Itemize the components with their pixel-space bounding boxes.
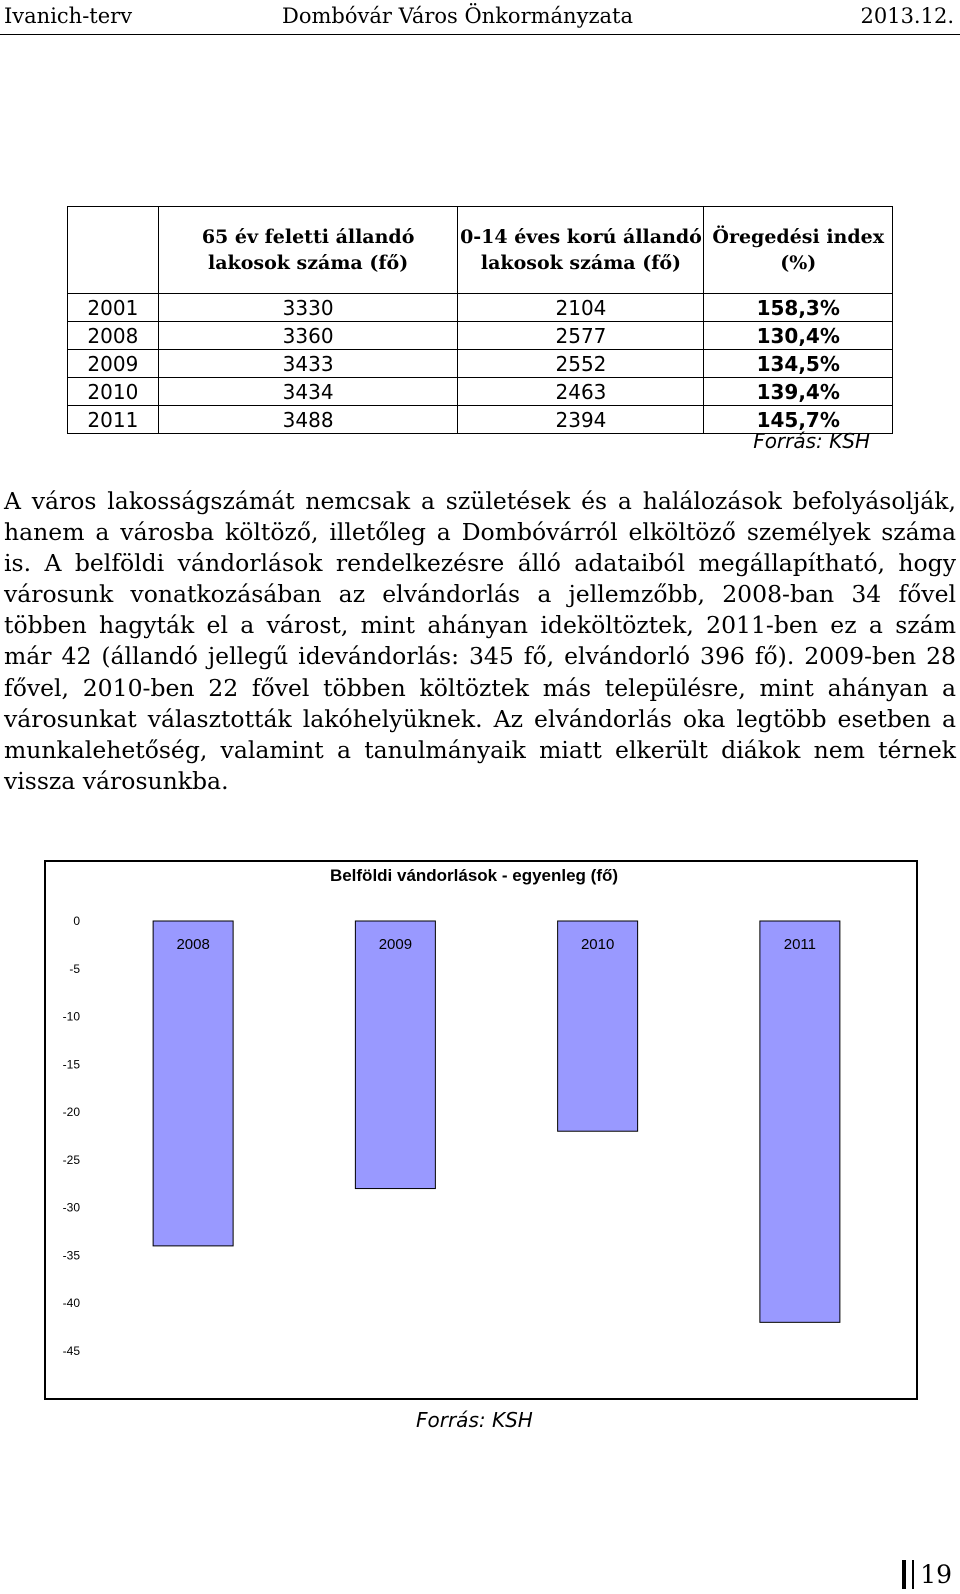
table-cell-year: 2008 [68, 322, 159, 350]
table-cell-under14: 2394 [458, 406, 704, 434]
body-paragraph: A város lakosságszámát nemcsak a születések és a halálozások befolyásolják, hanem a városba költöző, illetőleg a Dombóvárról elköltöző személyek száma is. A belföldi vándorlások rendelkezésre álló adataiból megállapítható, hogy városunk vonatkozásában az elvándorlás a jellemzőbb, 2008-ban 34 fővel többen hagyták el a várost, mint ahányan ideköltöztek, 2011-ben ez a szám már 42 (állandó jellegű idevándorlás: 345 fő, elvándorló 396 fő). 2009-ben 28 fővel, 2010-ben 22 fővel többen költöztek más településre, mint ahányan a városunkat választották lakóhelyüknek. Az elvándorlás oka legtöbb esetben a munkalehetőség, valamint a tanulmányaik miatt elkerült diákok nem térnek vissza városunkba. [4, 487, 956, 795]
table-cell-over65: 3330 [158, 294, 458, 322]
y-tick-label: 0 [73, 914, 80, 928]
y-tick-label: -45 [62, 1344, 80, 1358]
y-tick-label: -10 [62, 1009, 80, 1024]
y-tick-label: -15 [62, 1057, 80, 1072]
bar-category-label: 2009 [378, 936, 413, 953]
table-cell-index: 134,5% [704, 350, 893, 378]
y-tick-label: -25 [62, 1152, 80, 1167]
migration-balance-chart [44, 860, 918, 1400]
table-cell-index: 158,3% [704, 294, 893, 322]
table-row [68, 322, 893, 350]
y-tick-label: -30 [62, 1200, 80, 1215]
header-title: Dombóvár Város Önkormányzata [282, 4, 633, 28]
table-cell-over65: 3433 [158, 350, 458, 378]
table-cell-under14: 2577 [458, 322, 704, 350]
y-tick-label: -40 [62, 1296, 80, 1311]
table-cell-year: 2001 [68, 294, 159, 322]
header-author: Ivanich-terv [4, 4, 133, 28]
table-cell-over65: 3488 [158, 406, 458, 434]
table-row [68, 378, 893, 406]
bar-category-label: 2011 [783, 936, 817, 953]
y-tick-label: -5 [69, 961, 80, 976]
table-cell-under14: 2104 [458, 294, 704, 322]
table-cell-year: 2010 [68, 378, 159, 406]
chart-bar [153, 921, 233, 1246]
table-row [68, 350, 893, 378]
y-tick-label: -35 [62, 1248, 80, 1263]
table-cell-under14: 2463 [458, 378, 704, 406]
table-header-index: Öregedési index (%) [704, 207, 893, 294]
table-header-over65: 65 év feletti állandó lakosok száma (fő) [158, 207, 458, 294]
table-cell-index: 139,4% [704, 378, 893, 406]
table-source: Forrás: KSH [753, 429, 870, 453]
table-cell-year: 2011 [68, 406, 159, 434]
chart-canvas [46, 862, 916, 1398]
aging-index-table [67, 206, 893, 434]
chart-title: Belföldi vándorlások - egyenleg (fő) [329, 866, 619, 885]
table-cell-over65: 3360 [158, 322, 458, 350]
header-date: 2013.12. [860, 4, 954, 28]
table-cell-under14: 2552 [458, 350, 704, 378]
table-header-under14: 0-14 éves korú állandó lakosok száma (fő) [458, 207, 704, 294]
chart-bar [355, 921, 435, 1189]
chart-source: Forrás: KSH [416, 1408, 533, 1432]
page-header [0, 0, 960, 35]
bar-category-label: 2010 [580, 936, 615, 953]
table-row [68, 294, 893, 322]
bar-category-label: 2008 [176, 936, 210, 953]
table-cell-index: 145,7% [704, 406, 893, 434]
y-tick-label: -20 [62, 1105, 80, 1120]
table-cell-index: 130,4% [704, 322, 893, 350]
page-number: 19 [902, 1560, 952, 1589]
table-cell-year: 2009 [68, 350, 159, 378]
table-cell-over65: 3434 [158, 378, 458, 406]
table-header-year [68, 207, 159, 294]
table-header-row [68, 207, 893, 294]
chart-bar [760, 921, 840, 1322]
